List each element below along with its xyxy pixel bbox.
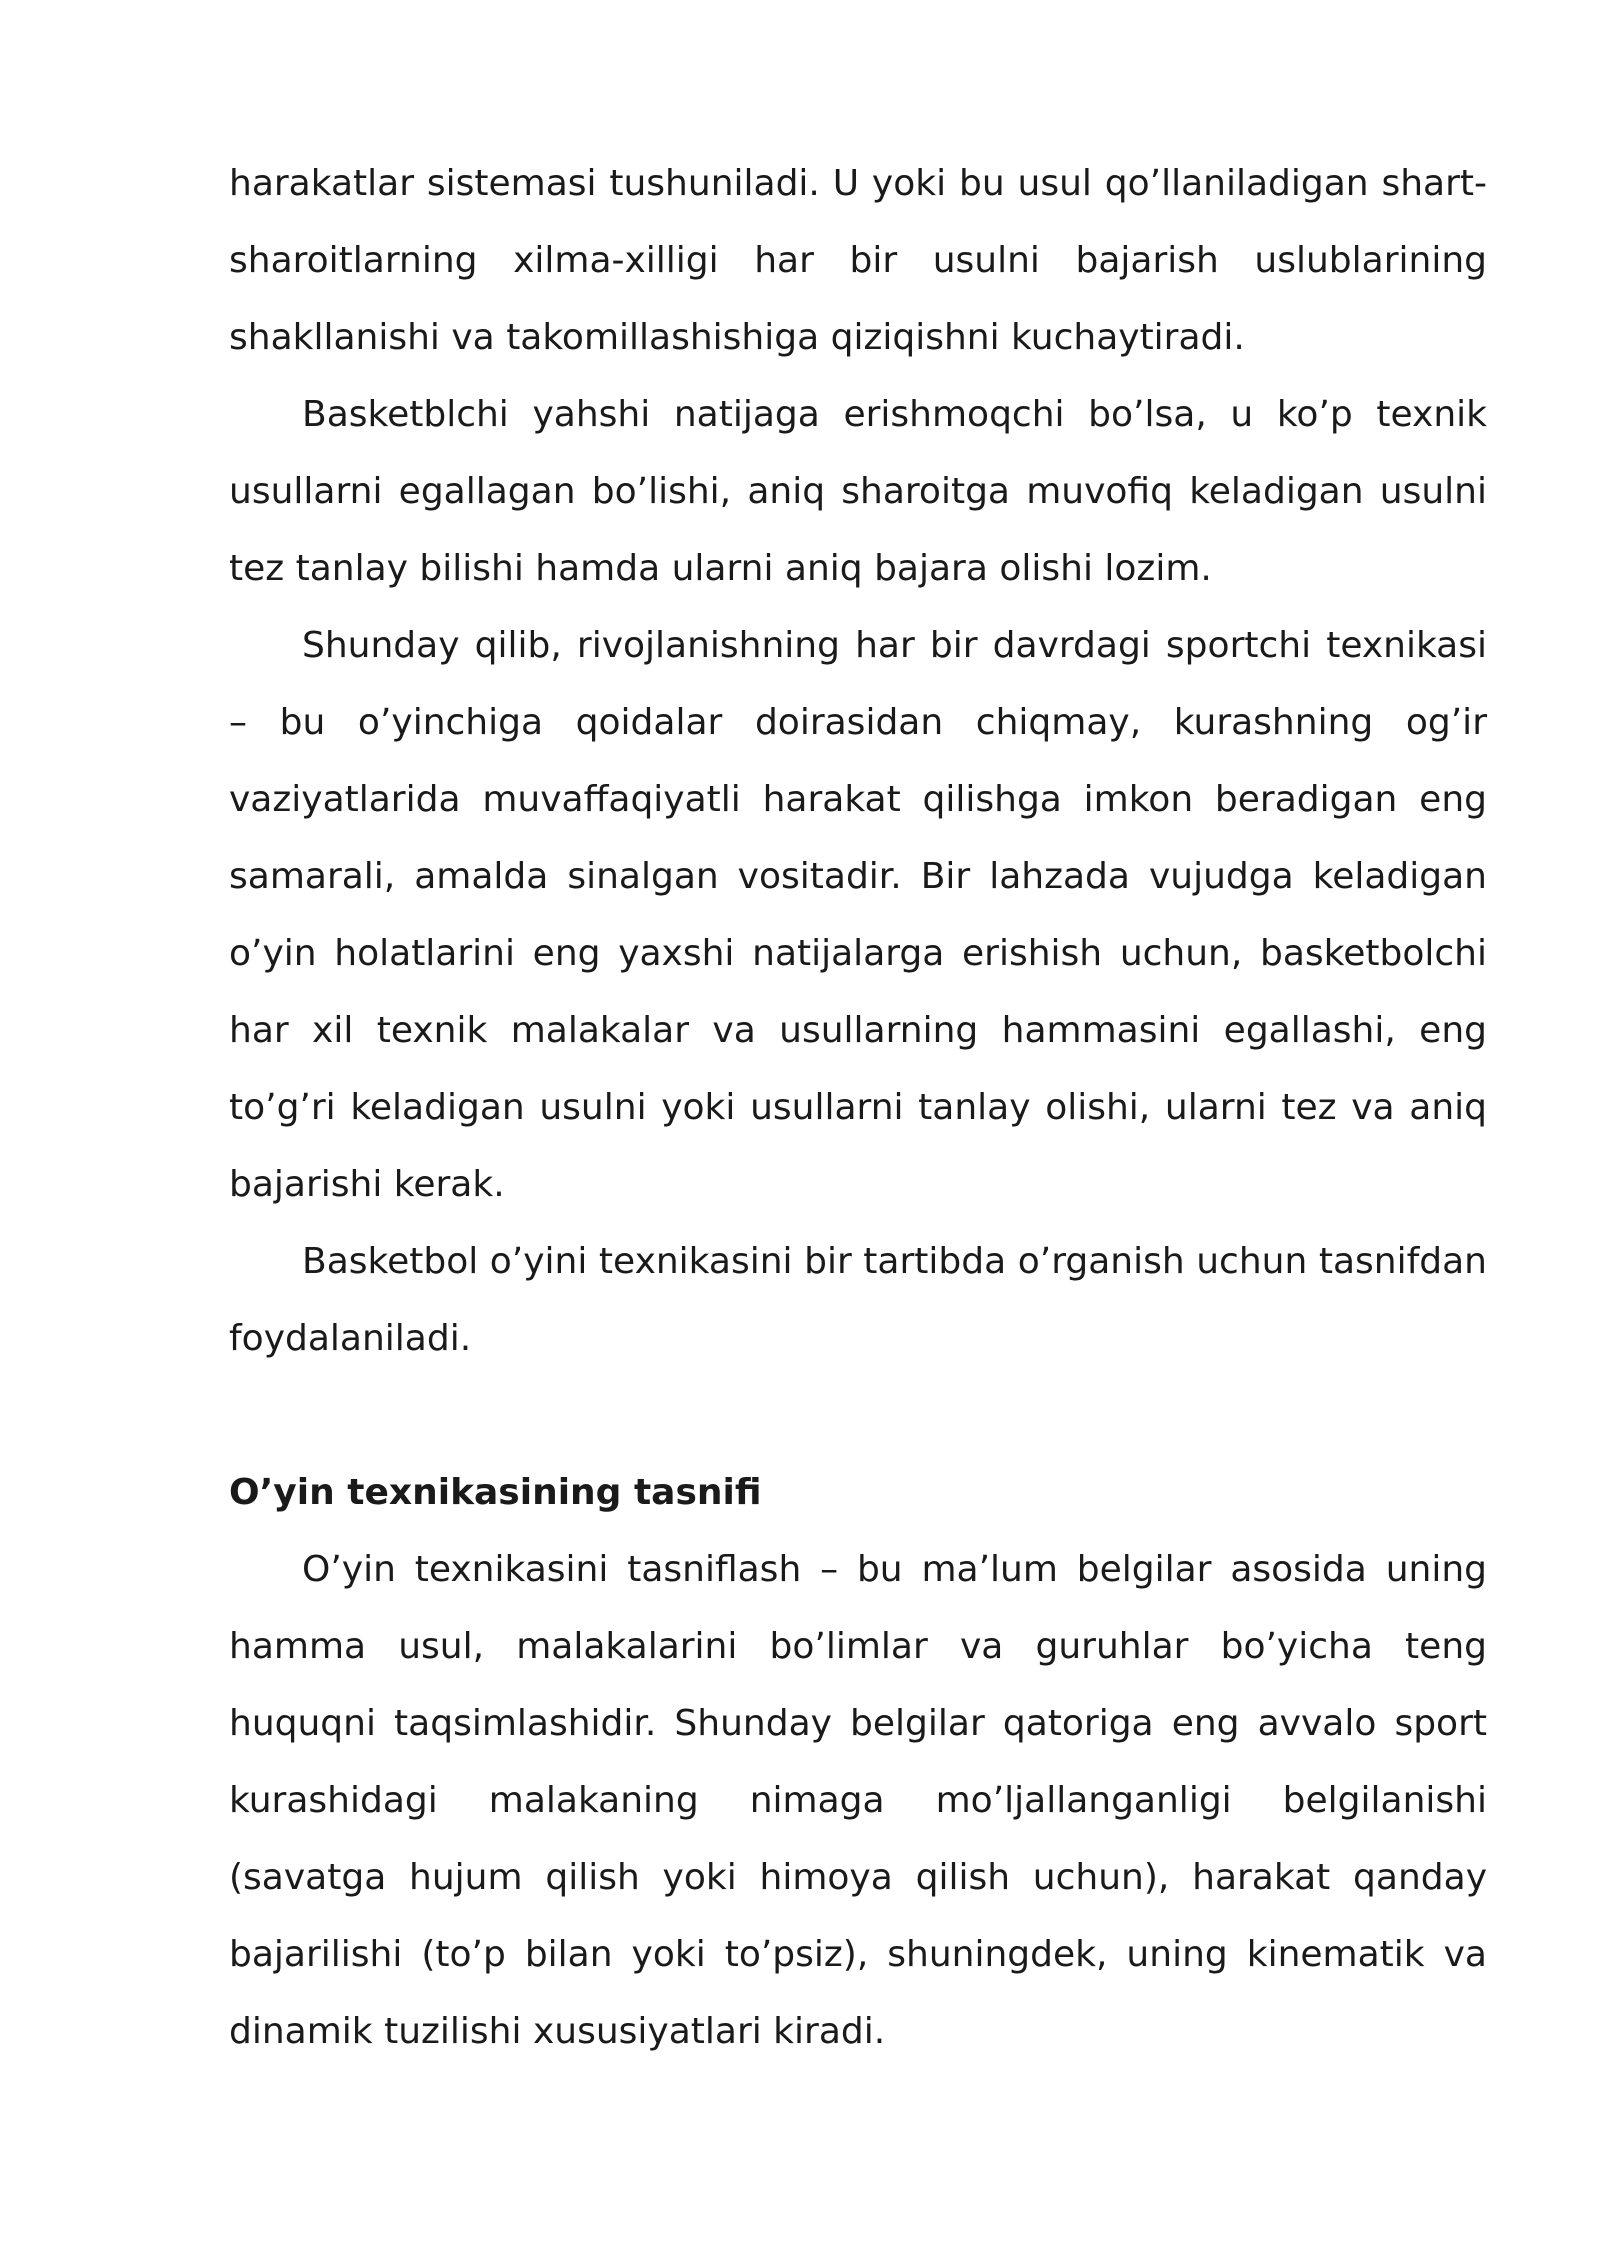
document-page xyxy=(229,145,1487,2070)
paragraph-1: harakatlar sistemasi tushuniladi. U yoki bu usul qo’llaniladigan shart-sharoitlarning xilma-xilligi har bir usulni bajarish uslublarining shakllanishi va takomillashishiga qiziqishni kuchaytiradi. xyxy=(229,163,1487,358)
paragraph-3: Shunday qilib, rivojlanishning har bir davrdagi sportchi texnikasi – bu o’yinchiga qoidalar doirasidan chiqmay, kurashning og’ir vaziyatlarida muvaffaqiyatli harakat qilishga imkon beradigan eng samarali, amalda sinalgan vositadir. Bir lahzada vujudga keladigan o’yin holatlarini eng yaxshi natijalarga erishish uchun, basketbolchi har xil texnik malakalar va usullarning hammasini egallashi, eng to’g’ri keladigan usulni yoki usullarni tanlay olishi, ularni tez va aniq bajarishi kerak. xyxy=(229,625,1487,1205)
paragraph-5: O’yin texnikasini tasniflash – bu ma’lum belgilar asosida uning hamma usul, malakalarini bo’limlar va guruhlar bo’yicha teng huquqni taqsimlashidir. Shunday belgilar qatoriga eng avvalo sport kurashidagi malakaning nimaga mo’ljallanganligi belgilanishi (savatga hujum qilish yoki himoya qilish uchun), harakat qanday bajarilishi (to’p bilan yoki to’psiz), shuningdek, uning kinematik va dinamik tuzilishi xususiyatlari kiradi. xyxy=(229,1549,1487,2052)
paragraph-2: Basketblchi yahshi natijaga erishmoqchi bo’lsa, u ko’p texnik usullarni egallagan bo’lishi, aniq sharoitga muvofiq keladigan usulni tez tanlay bilishi hamda ularni aniq bajara olishi lozim. xyxy=(229,394,1487,589)
section-heading: O’yin texnikasining tasnifi xyxy=(229,1472,762,1513)
section-gap xyxy=(229,1377,1487,1454)
paragraph-4: Basketbol o’yini texnikasini bir tartibda o’rganish uchun tasnifdan foydalaniladi. xyxy=(229,1241,1487,1359)
